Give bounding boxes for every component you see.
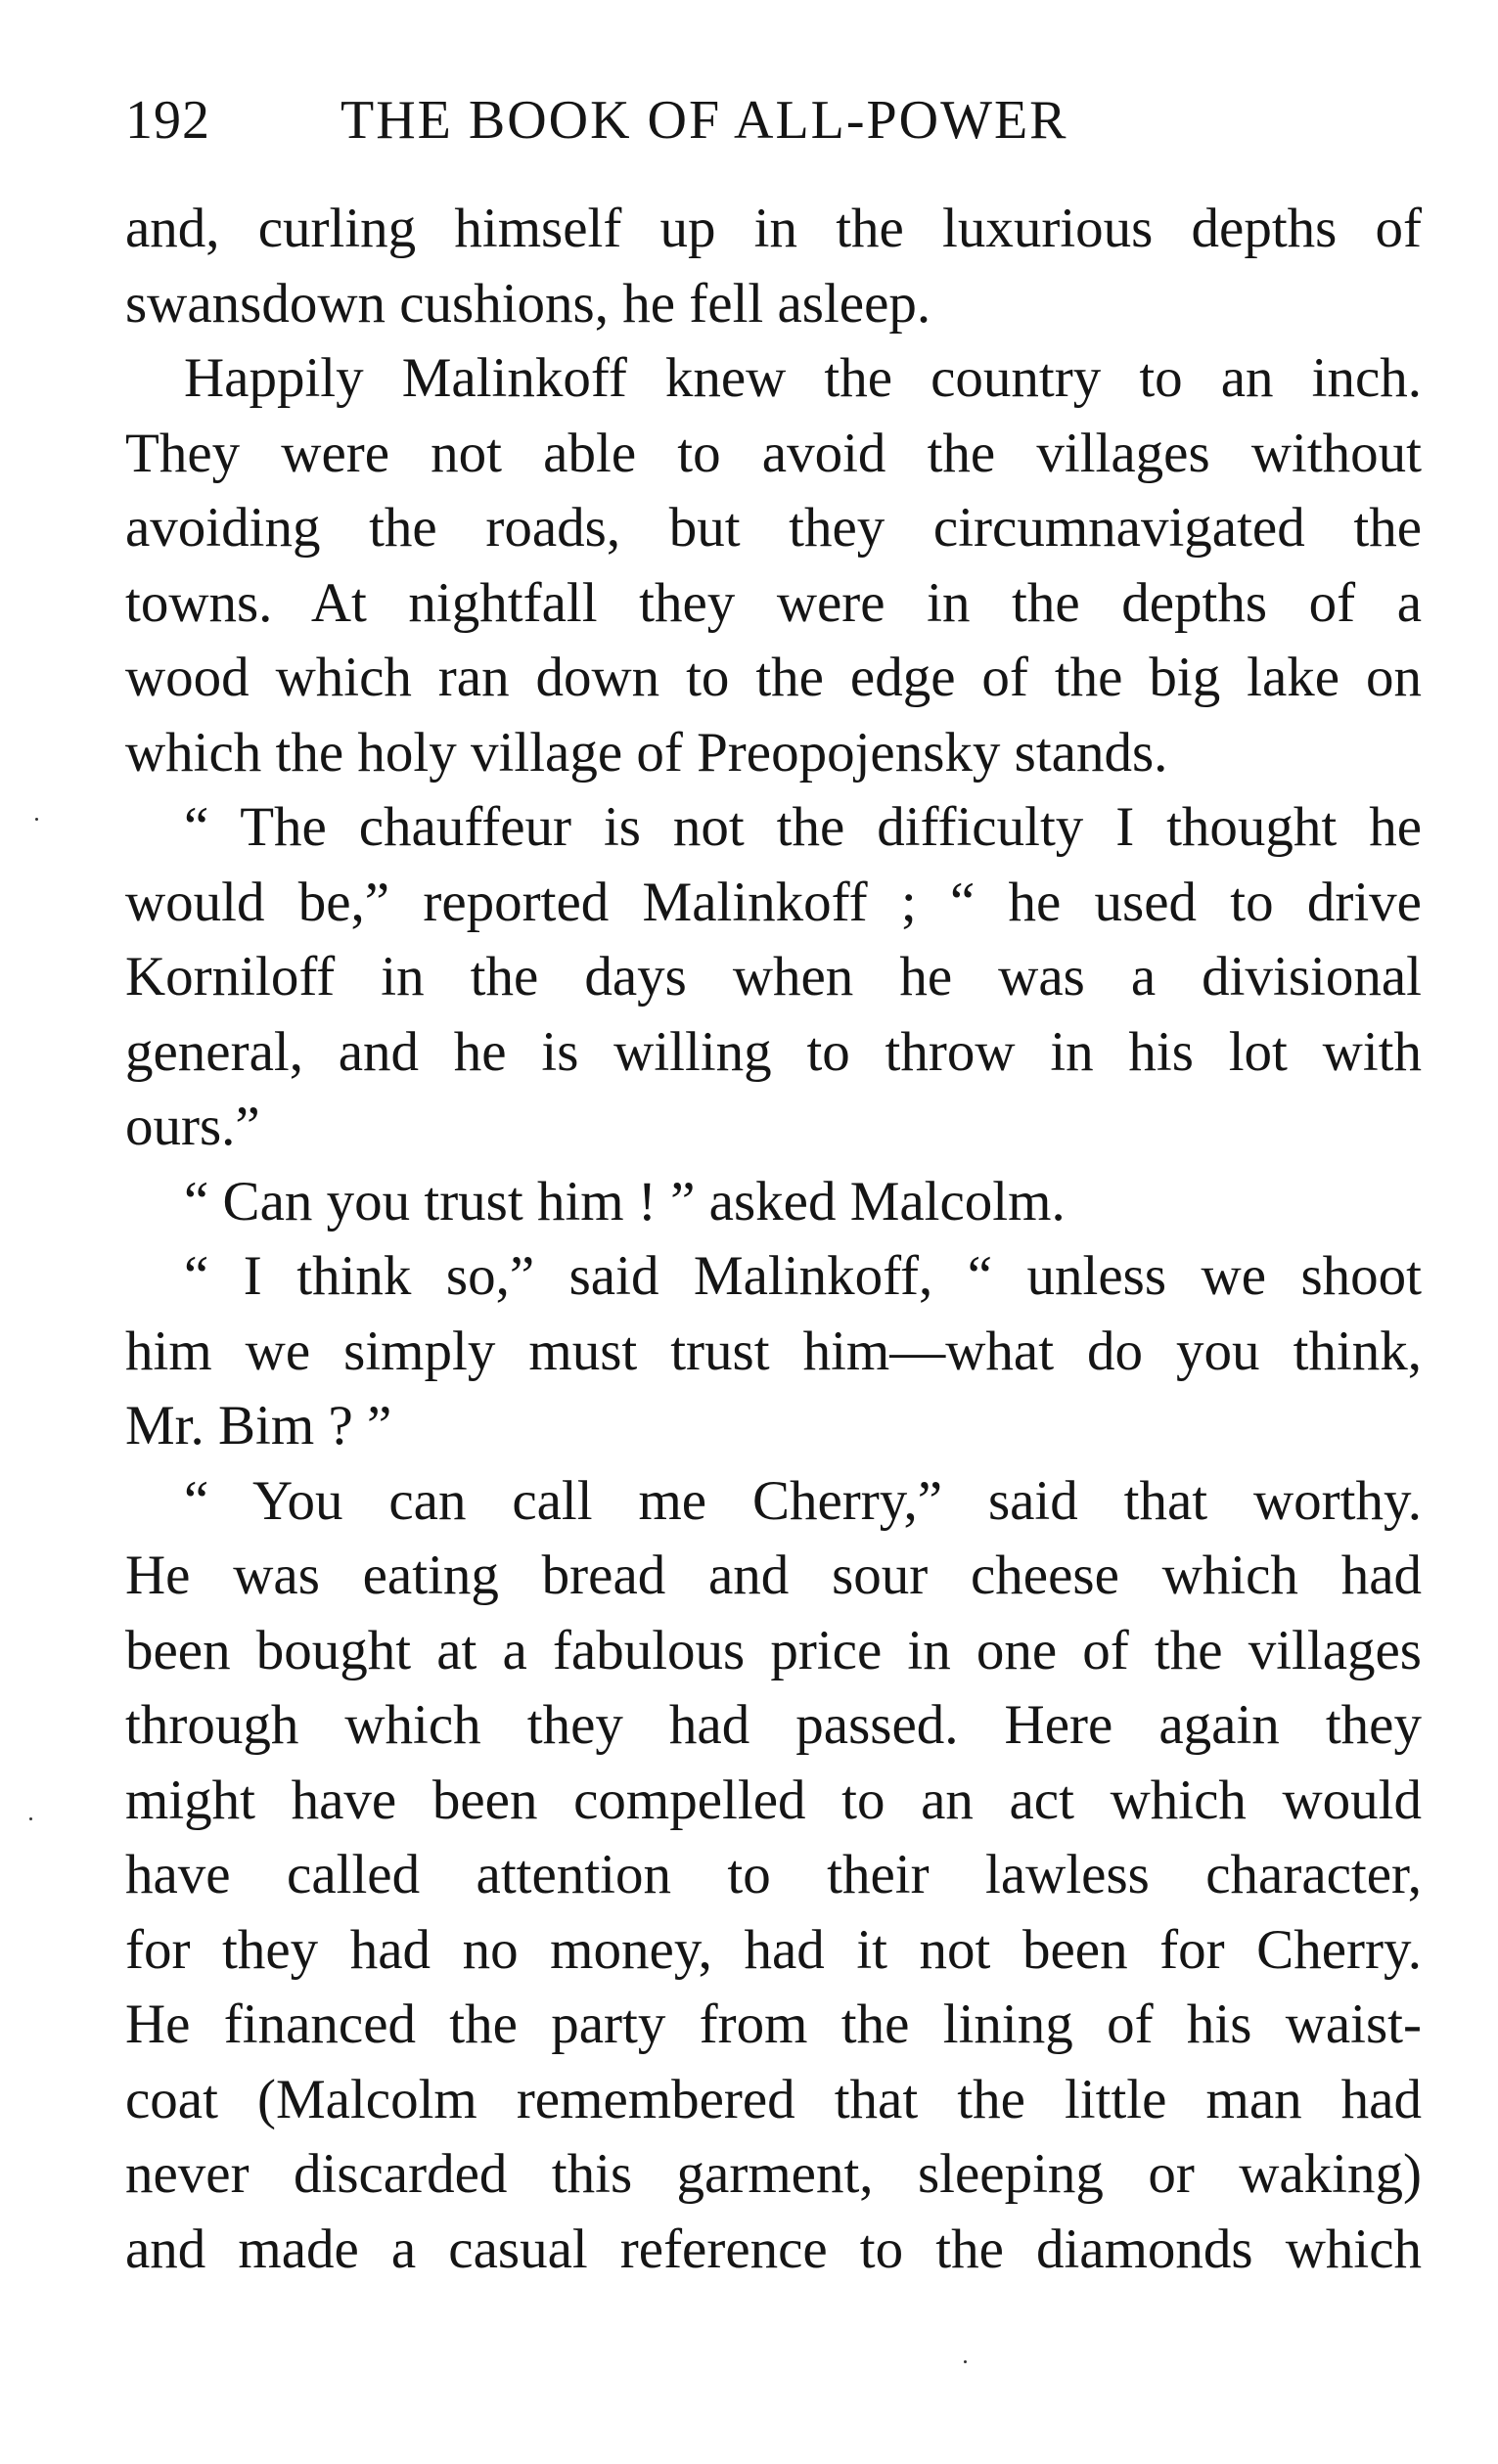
- text-line: have called attention to their lawless character,: [125, 1844, 1422, 1905]
- text-line: might have been compelled to an act which would: [125, 1769, 1422, 1831]
- text-line: never discarded this garment, sleeping or waking): [125, 2143, 1422, 2205]
- text-line: would be,” reported Malinkoff ; “ he used to drive: [125, 871, 1422, 933]
- text-line: ours.”: [125, 1096, 260, 1157]
- text-line: He financed the party from the lining of his waist-: [125, 1994, 1422, 2055]
- text-line: through which they had passed. Here again they: [125, 1694, 1422, 1756]
- running-head: THE BOOK OF ALL-POWER: [340, 90, 1068, 151]
- text-line: wood which ran down to the edge of the big lake on: [125, 647, 1422, 708]
- text-line: been bought at a fabulous price in one of the villages: [125, 1619, 1422, 1681]
- text-line: “ Can you trust him ! ” asked Malcolm.: [184, 1170, 1066, 1232]
- text-line: him we simply must trust him—what do you think,: [125, 1320, 1422, 1382]
- text-line: avoiding the roads, but they circumnavigated the: [125, 497, 1422, 559]
- text-line: They were not able to avoid the villages without: [125, 422, 1422, 484]
- text-line: and made a casual reference to the diamonds which: [125, 2218, 1422, 2280]
- text-line: towns. At nightfall they were in the depths of a: [125, 571, 1422, 634]
- text-line: coat (Malcolm remembered that the little man had: [125, 2068, 1422, 2130]
- page-number: 192: [125, 90, 210, 151]
- text-line: general, and he is willing to throw in his lot with: [125, 1020, 1422, 1083]
- scan-speck: [964, 2360, 967, 2363]
- body-text: [125, 192, 1422, 2287]
- text-line: Mr. Bim ? ”: [125, 1395, 392, 1456]
- text-line: “ I think so,” said Malinkoff, “ unless we shoot: [184, 1245, 1422, 1307]
- page-header: [125, 86, 1397, 155]
- text-line: and, curling himself up in the luxurious depths of: [125, 198, 1422, 259]
- text-line: which the holy village of Preopojensky stands.: [125, 721, 1168, 784]
- text-line: He was eating bread and sour cheese which had: [125, 1545, 1422, 1606]
- text-line: Happily Malinkoff knew the country to an inch.: [184, 347, 1422, 409]
- text-line: “ You can call me Cherry,” said that worthy.: [184, 1469, 1422, 1532]
- scan-speck: [35, 818, 38, 821]
- text-line: swansdown cushions, he fell asleep.: [125, 272, 931, 335]
- text-line: “ The chauffeur is not the difficulty I thought he: [184, 796, 1422, 858]
- text-line: Korniloff in the days when he was a divisional: [125, 946, 1422, 1008]
- text-line: for they had no money, had it not been for Cherry.: [125, 1918, 1422, 1981]
- scan-speck: [29, 1817, 32, 1820]
